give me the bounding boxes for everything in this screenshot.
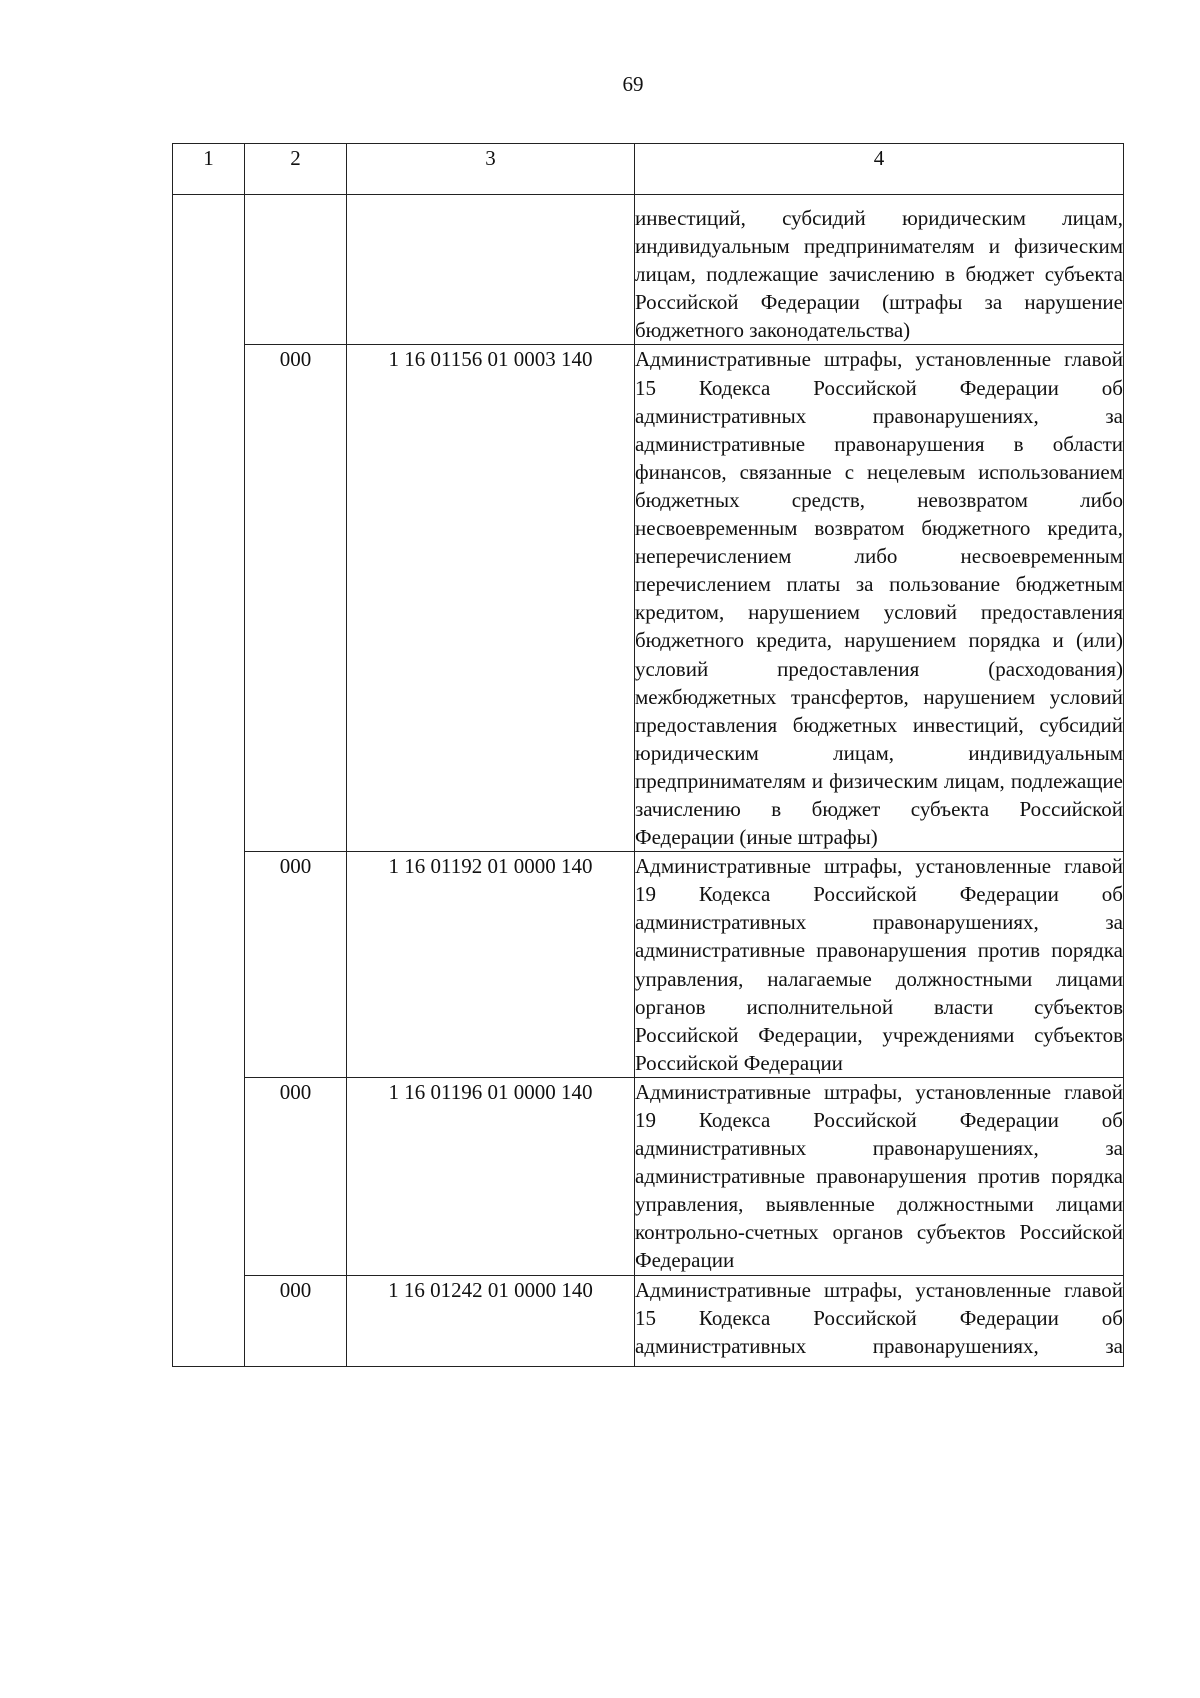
table-header-row xyxy=(173,144,1124,195)
income-code-cell: 1 16 01156 01 0003 140 xyxy=(347,345,635,852)
table-row xyxy=(173,1275,1124,1366)
description-text: Административные штрафы, установленные главой 15 Кодекса Российской Федерации об административных правонарушениях, за административные правонарушения в области финансов, связанные с нецелевым использованием бюджетных средств, невозвратом либо несвоевременным возвратом бюджетного кредита, неперечислением либо несвоевременным перечислением платы за пользование бюджетным кредитом, нарушением условий предоставления бюджетного кредита, нарушением порядка и (или) условий предоставления (расходования) межбюджетных трансфертов, нарушением условий предоставления бюджетных инвестиций, субсидий юридическим лицам, индивидуальным предпринимателям и физическим лицам, подлежащие зачислению в бюджет субъекта Российской Федерации (иные штрафы) xyxy=(635,347,1123,850)
admin-code-cell: 000 xyxy=(245,1077,347,1275)
table-row xyxy=(173,852,1124,1078)
page-number: 69 xyxy=(622,72,644,96)
header-column-2: 2 xyxy=(245,144,347,195)
description-text: Административные штрафы, установленные главой 19 Кодекса Российской Федерации об административных правонарушениях, за административные правонарушения против порядка управления, выявленные должностными лицами контрольно-счетных органов субъектов Российской Федерации xyxy=(635,1079,1123,1273)
table-row xyxy=(173,1077,1124,1275)
header-column-4: 4 xyxy=(635,144,1124,195)
income-code-cell xyxy=(347,195,635,345)
description-text: Административные штрафы, установленные главой 19 Кодекса Российской Федерации об административных правонарушениях, за административные правонарушения против порядка управления, налагаемые должностными лицами органов исполнительной власти субъектов Российской Федерации, учреждениями субъектов Российской Федерации xyxy=(635,854,1123,1075)
description-cell xyxy=(635,852,1124,1078)
header-column-1: 1 xyxy=(173,144,245,195)
table-row xyxy=(173,345,1124,852)
description-cell xyxy=(635,1077,1124,1275)
income-code-cell: 1 16 01192 01 0000 140 xyxy=(347,852,635,1078)
income-code-cell: 1 16 01242 01 0000 140 xyxy=(347,1275,635,1366)
budget-codes-table xyxy=(172,143,1124,1367)
admin-code-cell: 000 xyxy=(245,852,347,1078)
merged-column-1-cell xyxy=(173,195,245,1367)
income-code-cell: 1 16 01196 01 0000 140 xyxy=(347,1077,635,1275)
description-text: Административные штрафы, установленные главой 15 Кодекса Российской Федерации об административных правонарушениях, за xyxy=(635,1277,1123,1358)
description-text: инвестиций, субсидий юридическим лицам, индивидуальным предпринимателям и физическим лицам, подлежащие зачислению в бюджет субъекта Российской Федерации (штрафы за нарушение бюджетного законодательства) xyxy=(635,206,1123,343)
admin-code-cell: 000 xyxy=(245,345,347,852)
header-column-3: 3 xyxy=(347,144,635,195)
description-cell xyxy=(635,195,1124,345)
description-cell xyxy=(635,1275,1124,1366)
table-row xyxy=(173,195,1124,345)
description-cell xyxy=(635,345,1124,852)
admin-code-cell: 000 xyxy=(245,1275,347,1366)
admin-code-cell xyxy=(245,195,347,345)
